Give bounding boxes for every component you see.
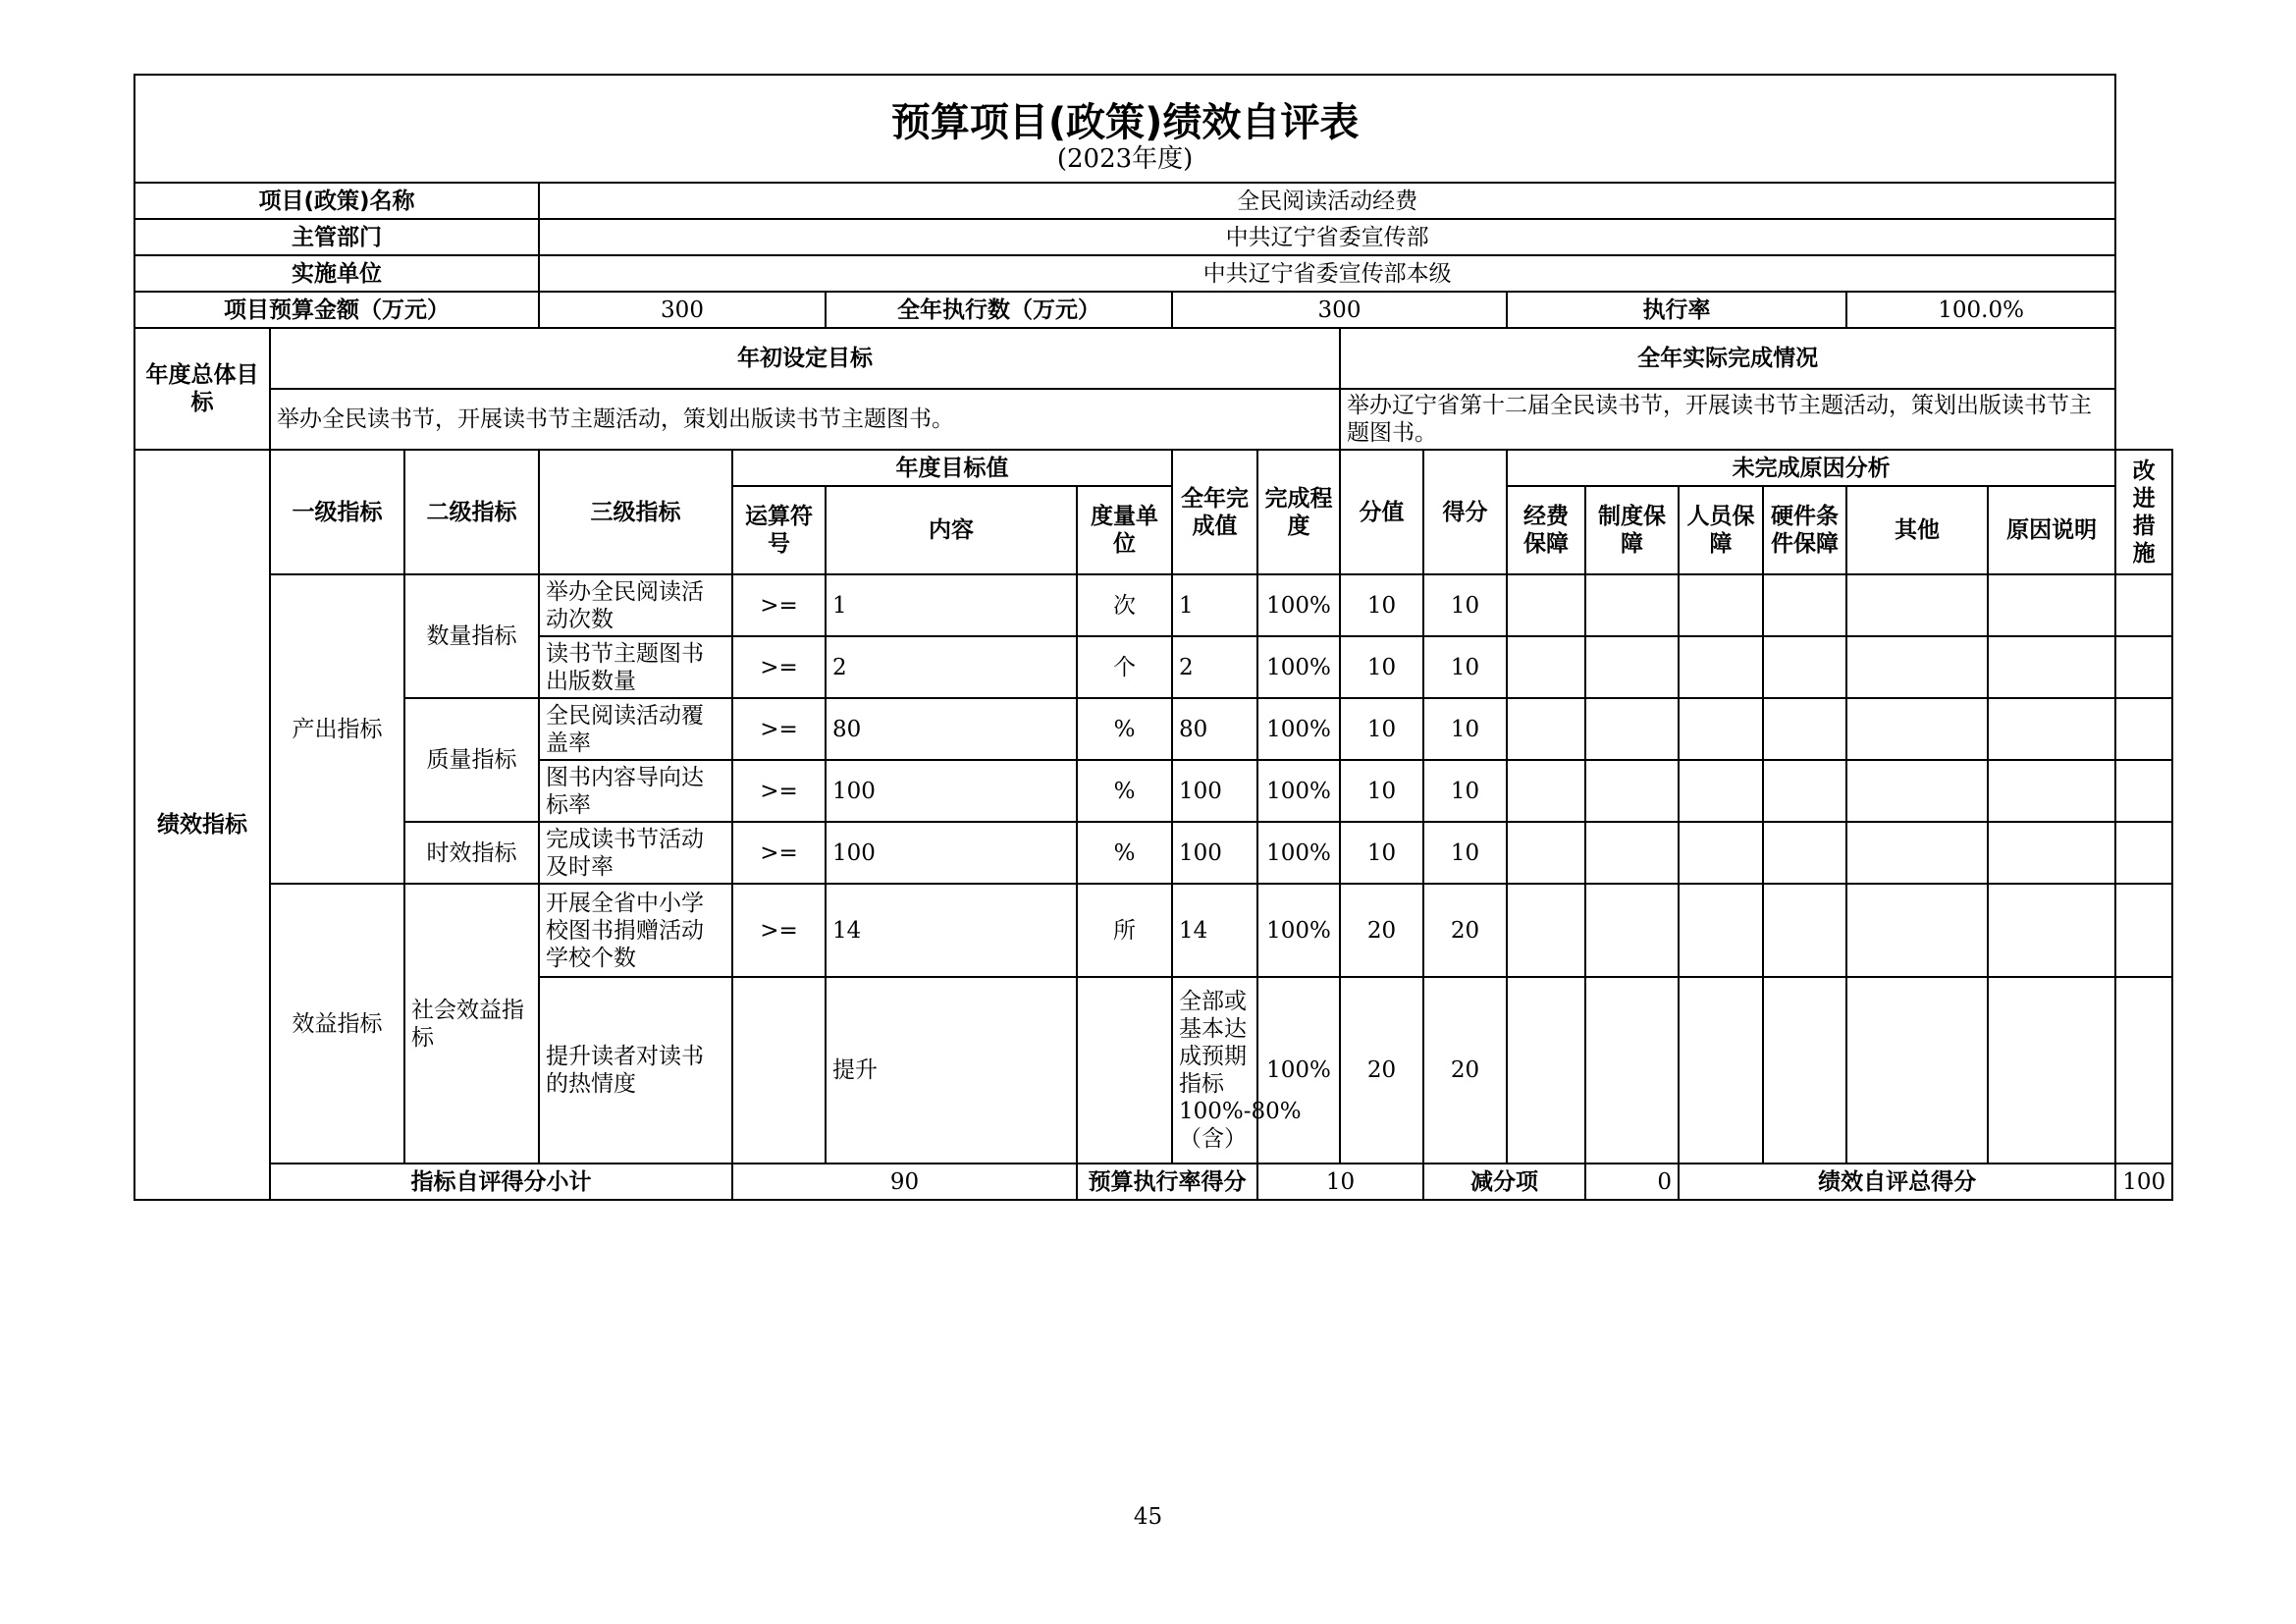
indicator-name: 开展全省中小学校图书捐赠活动学校个数 <box>539 884 732 977</box>
empty-cell <box>1507 977 1585 1164</box>
empty-cell <box>1846 884 1988 977</box>
empty-cell <box>1763 884 1846 977</box>
indicator-content: 14 <box>826 884 1077 977</box>
indicator-degree: 100% <box>1257 884 1340 977</box>
empty-cell <box>2115 698 2172 760</box>
empty-cell <box>1846 760 1988 822</box>
empty-cell <box>1507 822 1585 884</box>
indicator-degree: 100% <box>1257 574 1340 636</box>
empty-cell <box>1988 698 2115 760</box>
implementing-unit-value: 中共辽宁省委宣传部本级 <box>539 255 2115 292</box>
indicator-name: 举办全民阅读活动次数 <box>539 574 732 636</box>
execution-rate-label: 执行率 <box>1507 292 1846 328</box>
indicator-actual: 100 <box>1172 760 1257 822</box>
incomplete-reason-header: 未完成原因分析 <box>1507 450 2115 486</box>
target-value-header: 年度目标值 <box>732 450 1172 486</box>
execution-rate-value: 100.0% <box>1846 292 2115 328</box>
indicator-got: 10 <box>1423 760 1507 822</box>
empty-cell <box>1763 574 1846 636</box>
empty-cell <box>1679 884 1763 977</box>
indicator-operator <box>732 977 826 1164</box>
reason-other-header: 其他 <box>1846 486 1988 574</box>
indicator-actual: 14 <box>1172 884 1257 977</box>
performance-indicator-label: 绩效指标 <box>134 450 270 1200</box>
category-output: 产出指标 <box>270 574 404 884</box>
page-title: 预算项目(政策)绩效自评表 <box>134 75 2115 136</box>
empty-cell <box>1507 574 1585 636</box>
empty-cell <box>1679 574 1763 636</box>
indicator-unit: 次 <box>1077 574 1172 636</box>
reason-staff-header: 人员保障 <box>1679 486 1763 574</box>
indicator-got: 20 <box>1423 884 1507 977</box>
subtotal-label: 指标自评得分小计 <box>270 1164 732 1200</box>
indicator-score: 10 <box>1340 574 1423 636</box>
indicator-operator: >= <box>732 698 826 760</box>
empty-cell <box>1507 698 1585 760</box>
empty-cell <box>1763 636 1846 698</box>
report-year: (2023年度) <box>134 136 2115 183</box>
indicator-operator: >= <box>732 574 826 636</box>
indicator-degree: 100% <box>1257 636 1340 698</box>
empty-cell <box>1988 636 2115 698</box>
indicator-got: 10 <box>1423 822 1507 884</box>
indicator-name: 图书内容导向达标率 <box>539 760 732 822</box>
subtotal-value: 90 <box>732 1164 1077 1200</box>
indicator-unit: % <box>1077 822 1172 884</box>
actual-completion-header: 全年实际完成情况 <box>1340 328 2115 389</box>
indicator-actual: 100 <box>1172 822 1257 884</box>
indicator-score: 10 <box>1340 698 1423 760</box>
indicator-actual: 2 <box>1172 636 1257 698</box>
empty-cell <box>1988 574 2115 636</box>
empty-cell <box>1679 698 1763 760</box>
department-value: 中共辽宁省委宣传部 <box>539 219 2115 255</box>
improvement-header: 改进措施 <box>2115 450 2172 574</box>
indicator-name: 读书节主题图书出版数量 <box>539 636 732 698</box>
budget-amount-label: 项目预算金额（万元） <box>134 292 539 328</box>
indicator-content: 提升 <box>826 977 1077 1164</box>
score-obtained-header: 得分 <box>1423 450 1507 574</box>
empty-cell <box>1846 822 1988 884</box>
empty-cell <box>1585 760 1679 822</box>
empty-cell <box>2115 884 2172 977</box>
empty-cell <box>1846 636 1988 698</box>
empty-cell <box>1679 636 1763 698</box>
budget-amount-value: 300 <box>539 292 826 328</box>
empty-cell <box>1846 698 1988 760</box>
annual-actual-header: 全年完成值 <box>1172 450 1257 574</box>
deduction-label: 减分项 <box>1423 1164 1585 1200</box>
empty-cell <box>1763 698 1846 760</box>
indicator-unit: 所 <box>1077 884 1172 977</box>
completion-degree-header: 完成程度 <box>1257 450 1340 574</box>
reason-explanation-header: 原因说明 <box>1988 486 2115 574</box>
project-name-value: 全民阅读活动经费 <box>539 183 2115 219</box>
annual-execution-value: 300 <box>1172 292 1507 328</box>
empty-cell <box>1585 977 1679 1164</box>
indicator-content: 2 <box>826 636 1077 698</box>
empty-cell <box>1846 977 1988 1164</box>
level3-header: 三级指标 <box>539 450 732 574</box>
empty-cell <box>1585 574 1679 636</box>
indicator-actual: 全部或基本达成预期指标100%-80%（含） <box>1172 977 1257 1164</box>
indicator-operator: >= <box>732 822 826 884</box>
indicator-operator: >= <box>732 636 826 698</box>
empty-cell <box>1585 884 1679 977</box>
indicator-unit: % <box>1077 698 1172 760</box>
indicator-actual: 1 <box>1172 574 1257 636</box>
indicator-name: 全民阅读活动覆盖率 <box>539 698 732 760</box>
indicator-content: 100 <box>826 760 1077 822</box>
empty-cell <box>1988 822 2115 884</box>
indicator-score: 20 <box>1340 884 1423 977</box>
subcategory-quantity: 数量指标 <box>404 574 539 698</box>
empty-cell <box>1507 636 1585 698</box>
indicator-content: 100 <box>826 822 1077 884</box>
total-score-value: 100 <box>2115 1164 2172 1200</box>
level2-header: 二级指标 <box>404 450 539 574</box>
implementing-unit-label: 实施单位 <box>134 255 539 292</box>
empty-cell <box>1763 822 1846 884</box>
content-header: 内容 <box>826 486 1077 574</box>
indicator-unit: % <box>1077 760 1172 822</box>
initial-goal-text: 举办全民读书节，开展读书节主题活动，策划出版读书节主题图书。 <box>270 389 1340 450</box>
indicator-got: 10 <box>1423 698 1507 760</box>
annual-goal-label: 年度总体目标 <box>134 328 270 450</box>
indicator-unit <box>1077 977 1172 1164</box>
level1-header: 一级指标 <box>270 450 404 574</box>
empty-cell <box>1763 760 1846 822</box>
indicator-degree: 100% <box>1257 822 1340 884</box>
operator-header: 运算符号 <box>732 486 826 574</box>
score-weight-header: 分值 <box>1340 450 1423 574</box>
subcategory-quality: 质量指标 <box>404 698 539 822</box>
reason-hardware-header: 硬件条件保障 <box>1763 486 1846 574</box>
category-benefit: 效益指标 <box>270 884 404 1164</box>
empty-cell <box>1585 698 1679 760</box>
self-evaluation-table <box>133 74 2173 1201</box>
empty-cell <box>1585 636 1679 698</box>
budget-execution-score-value: 10 <box>1257 1164 1423 1200</box>
empty-cell <box>2115 574 2172 636</box>
indicator-actual: 80 <box>1172 698 1257 760</box>
unit-header: 度量单位 <box>1077 486 1172 574</box>
reason-system-header: 制度保障 <box>1585 486 1679 574</box>
empty-cell <box>1679 977 1763 1164</box>
reason-funding-header: 经费保障 <box>1507 486 1585 574</box>
annual-execution-label: 全年执行数（万元） <box>826 292 1172 328</box>
indicator-degree: 100% <box>1257 760 1340 822</box>
empty-cell <box>1988 884 2115 977</box>
indicator-content: 1 <box>826 574 1077 636</box>
empty-cell <box>1507 760 1585 822</box>
empty-cell <box>1763 977 1846 1164</box>
indicator-score: 10 <box>1340 636 1423 698</box>
budget-execution-score-label: 预算执行率得分 <box>1077 1164 1257 1200</box>
empty-cell <box>2115 636 2172 698</box>
empty-cell <box>2115 760 2172 822</box>
subcategory-timeliness: 时效指标 <box>404 822 539 884</box>
empty-cell <box>1679 760 1763 822</box>
department-label: 主管部门 <box>134 219 539 255</box>
initial-goal-header: 年初设定目标 <box>270 328 1340 389</box>
indicator-unit: 个 <box>1077 636 1172 698</box>
empty-cell <box>1988 977 2115 1164</box>
empty-cell <box>1507 884 1585 977</box>
indicator-degree: 100% <box>1257 698 1340 760</box>
indicator-name: 完成读书节活动及时率 <box>539 822 732 884</box>
indicator-operator: >= <box>732 760 826 822</box>
indicator-score: 20 <box>1340 977 1423 1164</box>
empty-cell <box>1846 574 1988 636</box>
indicator-score: 10 <box>1340 822 1423 884</box>
indicator-got: 20 <box>1423 977 1507 1164</box>
empty-cell <box>1585 822 1679 884</box>
indicator-score: 10 <box>1340 760 1423 822</box>
indicator-operator: >= <box>732 884 826 977</box>
indicator-got: 10 <box>1423 574 1507 636</box>
deduction-value: 0 <box>1585 1164 1679 1200</box>
indicator-name: 提升读者对读书的热情度 <box>539 977 732 1164</box>
project-name-label: 项目(政策)名称 <box>134 183 539 219</box>
empty-cell <box>2115 822 2172 884</box>
empty-cell <box>1679 822 1763 884</box>
subcategory-social: 社会效益指标 <box>404 884 539 1164</box>
empty-cell <box>2115 977 2172 1164</box>
actual-completion-text: 举办辽宁省第十二届全民读书节，开展读书节主题活动，策划出版读书节主题图书。 <box>1340 389 2115 450</box>
page-number: 45 <box>1133 1504 1163 1530</box>
empty-cell <box>1988 760 2115 822</box>
indicator-content: 80 <box>826 698 1077 760</box>
total-score-label: 绩效自评总得分 <box>1679 1164 2115 1200</box>
indicator-got: 10 <box>1423 636 1507 698</box>
indicator-degree: 100% <box>1257 977 1340 1164</box>
